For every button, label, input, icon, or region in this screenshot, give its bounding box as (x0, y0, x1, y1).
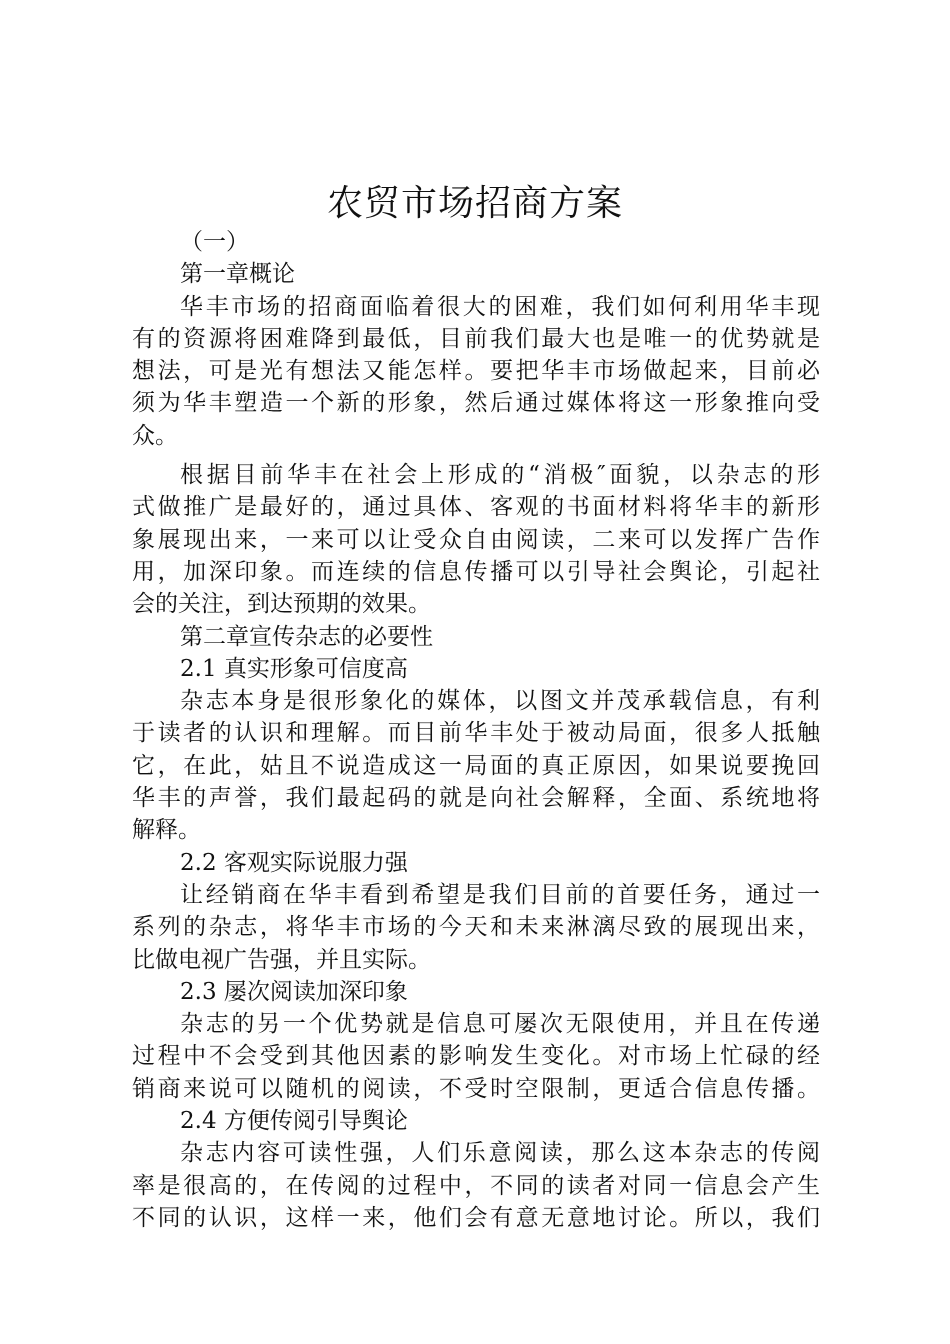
text-line: 销商来说可以随机的阅读，不受时空限制，更适合信息传播。 (132, 1075, 820, 1102)
text-line: 2.3 屡次阅读加深印象 (180, 978, 408, 1005)
text-line: 解释。 (132, 817, 201, 844)
text-line: 杂志的另一个优势就是信息可屡次无限使用，并且在传递 (180, 1011, 820, 1038)
text-line: 华丰市场的招商面临着很大的困难，我们如何利用华丰现 (180, 293, 820, 320)
text-line: 象展现出来，一来可以让受众自由阅读，二来可以发挥广告作 (132, 526, 820, 553)
text-line: 比做电视广告强，并且实际。 (132, 946, 431, 973)
text-line: 须为华丰塑造一个新的形象，然后通过媒体将这一形象推向受 (132, 390, 820, 417)
document-title: 农贸市场招商方案 (326, 183, 623, 224)
text-line: 过程中不会受到其他因素的影响发生变化。对市场上忙碌的经 (132, 1043, 820, 1070)
text-line: 会的关注，到达预期的效果。 (132, 591, 431, 618)
text-line: 想法，可是光有想法又能怎样。要把华丰市场做起来，目前必 (132, 358, 820, 385)
text-line: 有的资源将困难降到最低，目前我们最大也是唯一的优势就是 (132, 325, 820, 352)
text-line: 杂志本身是很形象化的媒体，以图文并茂承载信息，有利 (180, 688, 820, 715)
text-line: 第二章宣传杂志的必要性 (180, 623, 433, 650)
text-line: 用，加深印象。而连续的信息传播可以引导社会舆论，引起社 (132, 558, 820, 585)
text-line: 让经销商在华丰看到希望是我们目前的首要任务，通过一 (180, 881, 820, 908)
text-line: 根据目前华丰在社会上形成的“消极″面貌，以杂志的形 (180, 462, 820, 489)
text-line: （一） (180, 229, 249, 255)
text-line: 杂志内容可读性强，人们乐意阅读，那么这本杂志的传阅 (180, 1140, 820, 1167)
text-line: 率是很高的，在传阅的过程中，不同的读者对同一信息会产生 (132, 1172, 820, 1199)
text-line: 2.2 客观实际说服力强 (180, 849, 408, 876)
text-line: 于读者的认识和理解。而目前华丰处于被动局面，很多人抵触 (132, 720, 820, 747)
text-line: 2.4 方便传阅引导舆论 (180, 1108, 408, 1135)
text-line: 式做推广是最好的，通过具体、客观的书面材料将华丰的新形 (132, 494, 820, 521)
text-line: 众。 (132, 422, 178, 449)
text-line: 第一章概论 (180, 261, 295, 288)
text-line: 2.1 真实形象可信度高 (180, 655, 408, 682)
text-line: 系列的杂志，将华丰市场的今天和未来淋漓尽致的展现出来， (132, 914, 820, 941)
text-line: 华丰的声誉，我们最起码的就是向社会解释，全面、系统地将 (132, 785, 820, 812)
text-line: 不同的认识，这样一来，他们会有意无意地讨论。所以，我们 (132, 1204, 820, 1231)
document-body (132, 226, 820, 1234)
text-line: 它，在此，姑且不说造成这一局面的真正原因，如果说要挽回 (132, 752, 820, 779)
